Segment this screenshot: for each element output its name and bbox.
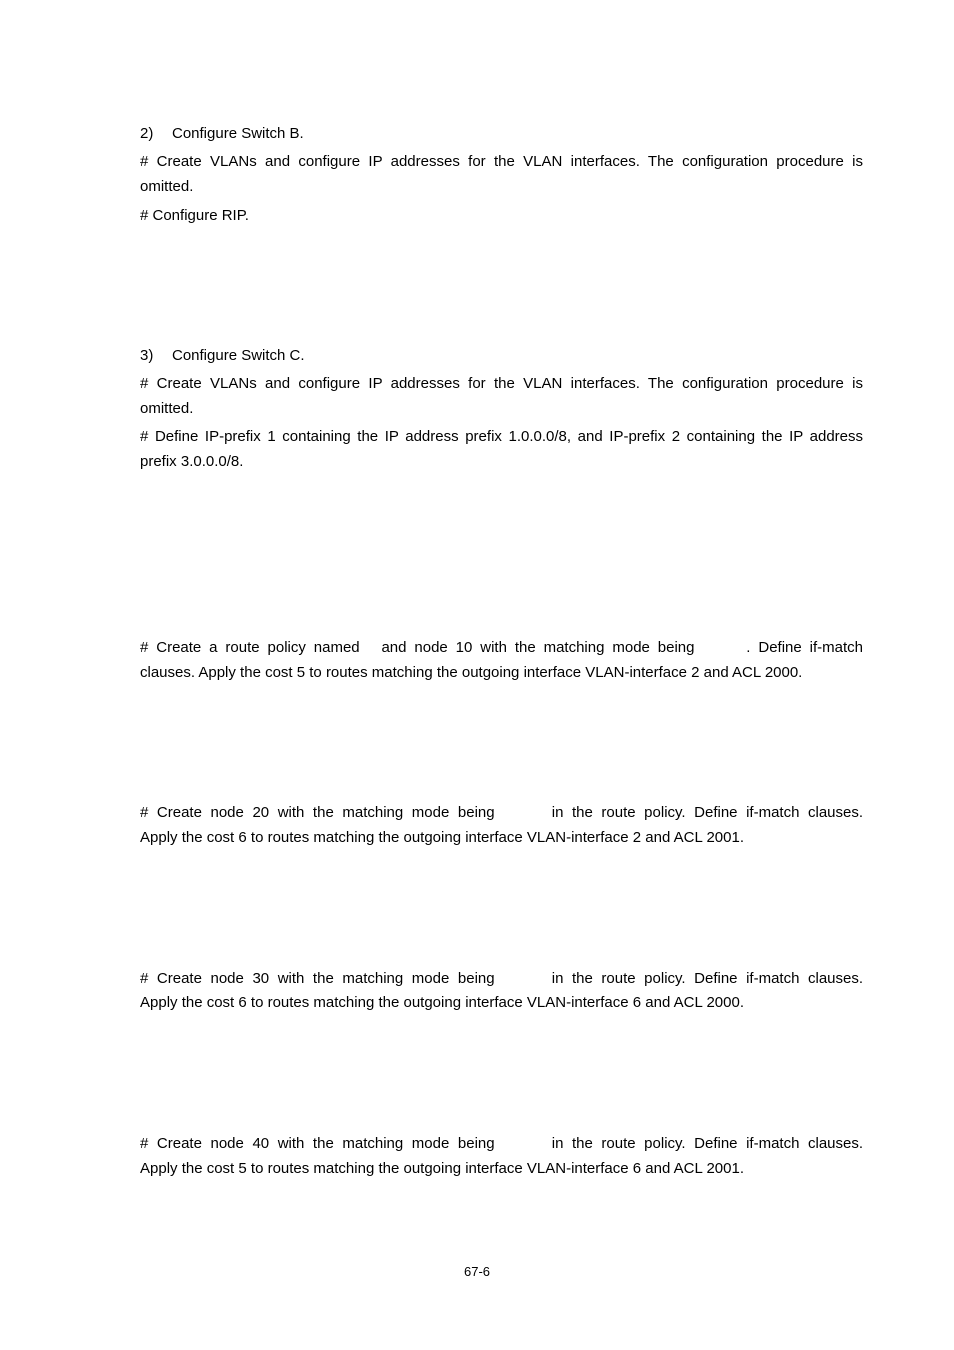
paragraph-line bbox=[140, 1134, 863, 1154]
step-number: 3) bbox=[140, 347, 154, 364]
paragraph-line: # Define IP-prefix 1 containing the IP address prefix 1.0.0.0/8, and IP-prefix 2 containing the IP address bbox=[140, 428, 863, 445]
paragraph-line: # Create VLANs and configure IP addresses for the VLAN interfaces. The configuration procedure is bbox=[140, 375, 863, 392]
text-segment: . Define if-match bbox=[746, 639, 863, 656]
paragraph-line bbox=[140, 969, 863, 989]
step-title: Configure Switch B. bbox=[172, 125, 304, 142]
page-number: 67-6 bbox=[463, 1264, 491, 1279]
paragraph-line: clauses. Apply the cost 5 to routes matching the outgoing interface VLAN-interface 2 and ACL 2000. bbox=[140, 664, 803, 681]
step-3-heading bbox=[140, 346, 305, 366]
text-segment: and node 10 with the matching mode being bbox=[381, 639, 695, 656]
text-segment: in the route policy. Define if-match clauses. bbox=[551, 1135, 864, 1152]
paragraph-line: Apply the cost 5 to routes matching the outgoing interface VLAN-interface 6 and ACL 2001. bbox=[140, 1160, 744, 1177]
text-segment: # Create a route policy named bbox=[140, 639, 360, 656]
text-segment: in the route policy. Define if-match clauses. bbox=[551, 970, 864, 987]
paragraph-line: omitted. bbox=[140, 400, 194, 417]
paragraph-line: omitted. bbox=[140, 178, 194, 195]
text-segment: # Create node 40 with the matching mode being bbox=[140, 1135, 495, 1152]
text-segment: # Create node 30 with the matching mode being bbox=[140, 970, 495, 987]
paragraph-line: # Configure RIP. bbox=[140, 207, 249, 224]
paragraph-line bbox=[140, 803, 863, 823]
step-2-heading bbox=[140, 124, 304, 144]
paragraph-line: Apply the cost 6 to routes matching the outgoing interface VLAN-interface 6 and ACL 2000. bbox=[140, 994, 744, 1011]
paragraph-line bbox=[140, 638, 863, 658]
paragraph-line: # Create VLANs and configure IP addresses for the VLAN interfaces. The configuration procedure is bbox=[140, 153, 863, 170]
step-number: 2) bbox=[140, 125, 154, 142]
paragraph-line: prefix 3.0.0.0/8. bbox=[140, 453, 244, 470]
paragraph-line: Apply the cost 6 to routes matching the outgoing interface VLAN-interface 2 and ACL 2001. bbox=[140, 829, 744, 846]
step-title: Configure Switch C. bbox=[172, 347, 305, 364]
text-segment: in the route policy. Define if-match clauses. bbox=[551, 804, 864, 821]
text-segment: # Create node 20 with the matching mode being bbox=[140, 804, 495, 821]
